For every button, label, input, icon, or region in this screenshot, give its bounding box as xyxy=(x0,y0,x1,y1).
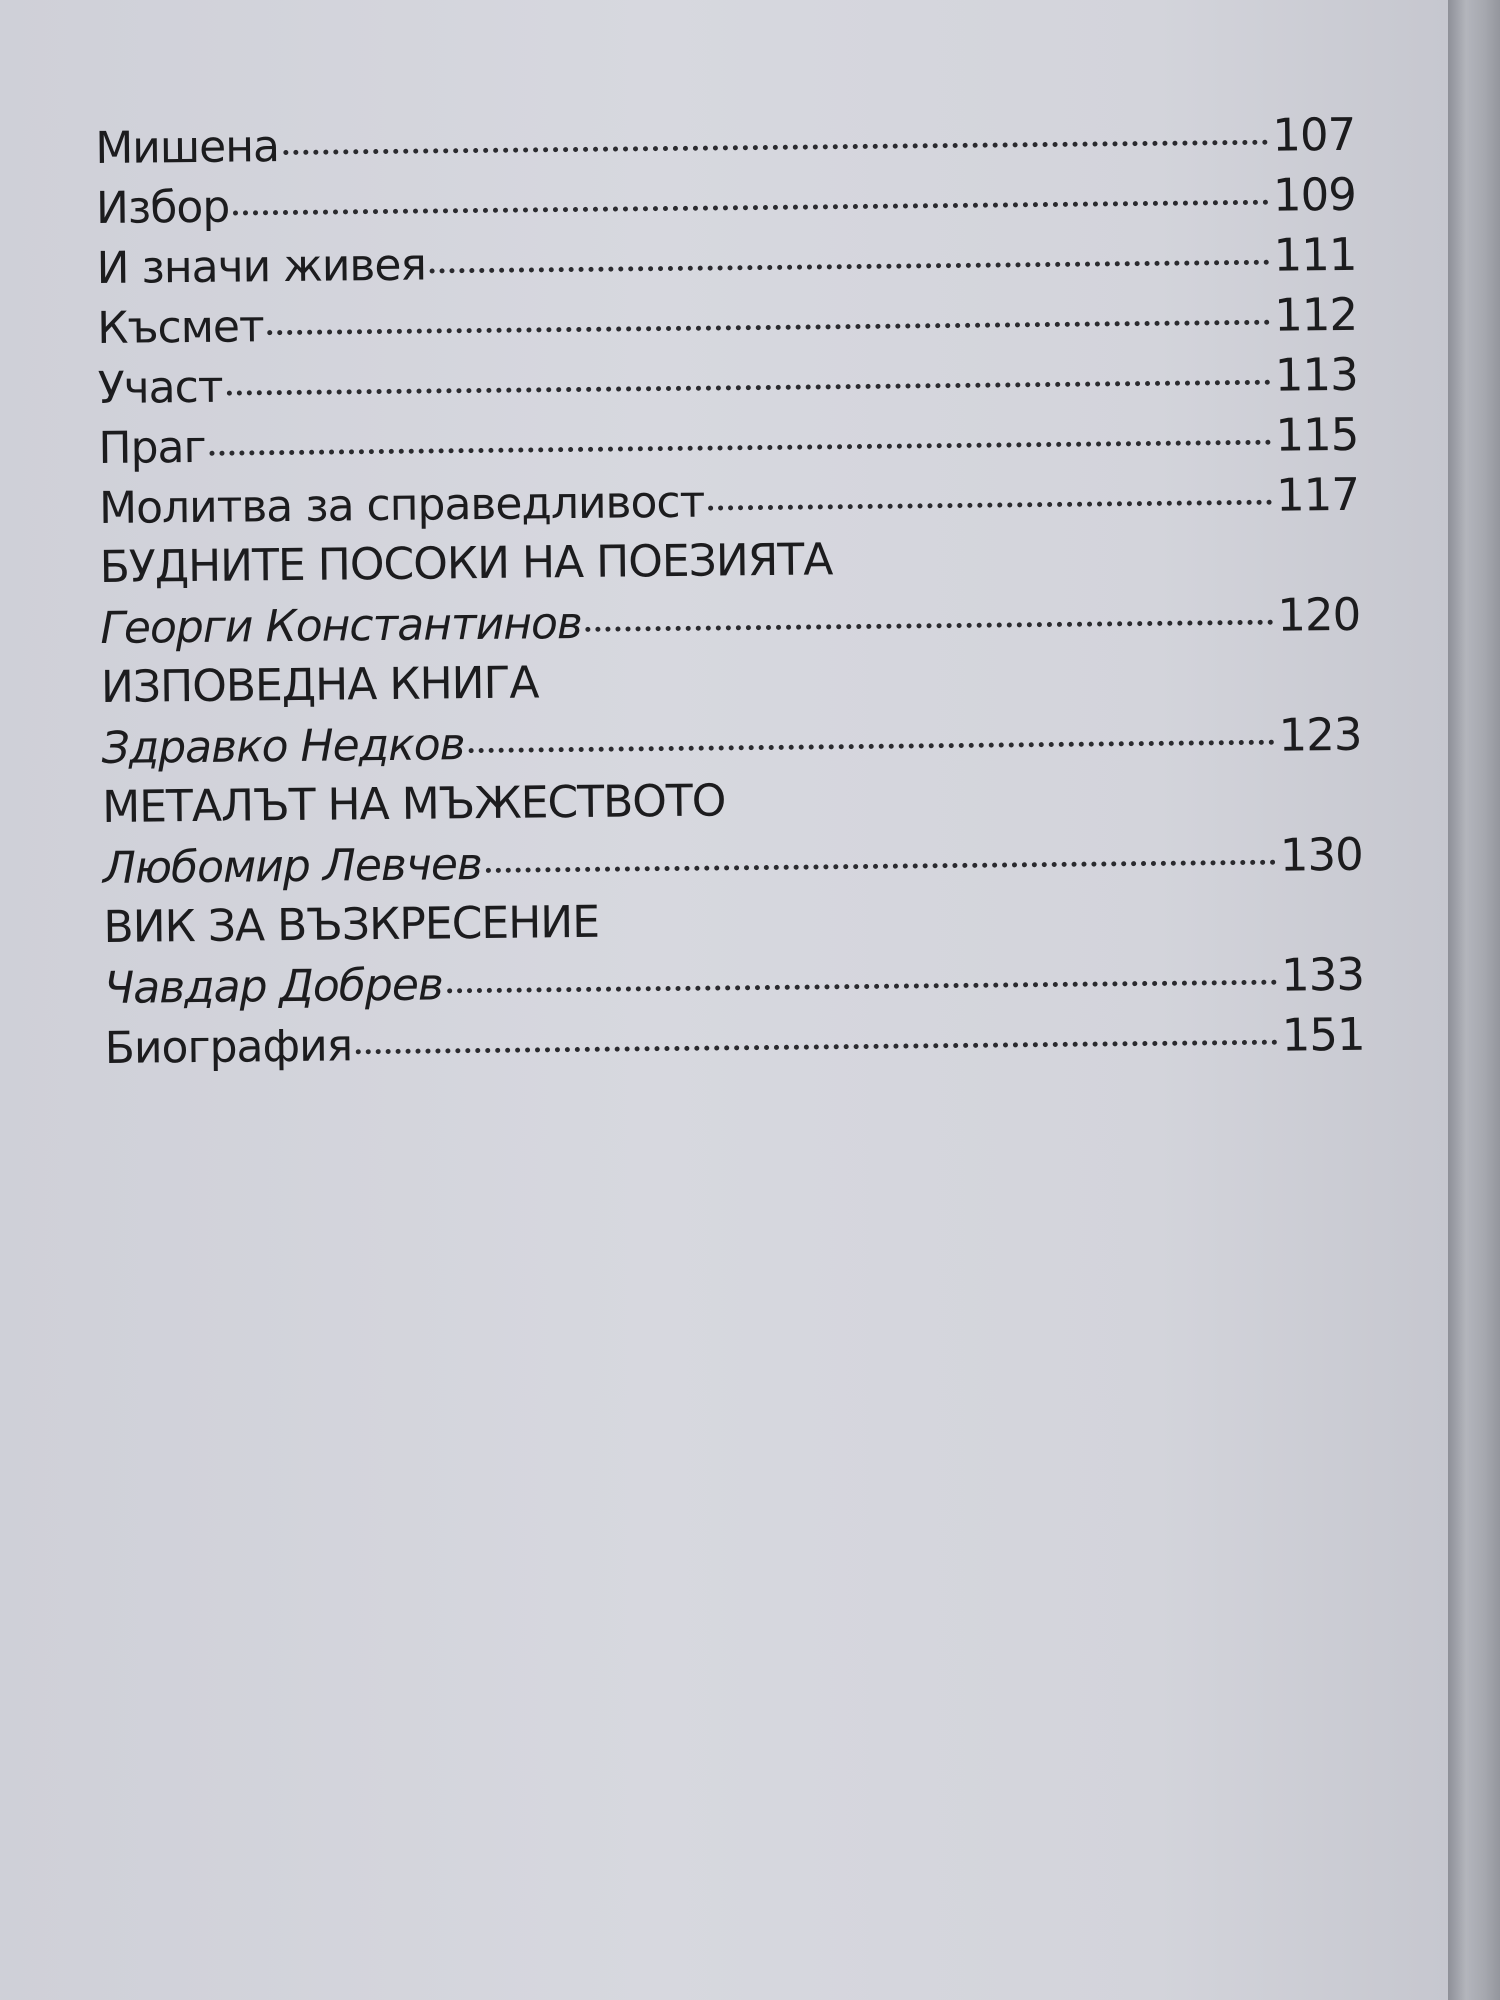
toc-entry-page: 111 xyxy=(1273,227,1357,282)
toc-entry-title: И значи живея xyxy=(96,239,427,294)
toc-entry-page: 133 xyxy=(1280,947,1365,1002)
toc-entry-title: Избор xyxy=(95,181,230,234)
toc-entry-page: 112 xyxy=(1273,287,1358,342)
toc-entry-page: 117 xyxy=(1275,467,1360,522)
toc-entry-title: Праг xyxy=(98,421,206,474)
toc-entry-title: Мишена xyxy=(95,121,280,174)
page-edge-shadow xyxy=(1448,0,1500,2000)
dot-leader xyxy=(268,320,1271,335)
toc-entry-title: Късмет xyxy=(96,301,264,354)
toc-entry-page: 120 xyxy=(1277,587,1361,642)
dot-leader xyxy=(486,860,1276,873)
toc-entry-page: 107 xyxy=(1272,107,1356,162)
toc-entry-page: 151 xyxy=(1281,1007,1365,1062)
toc-entry-page: 123 xyxy=(1278,707,1362,762)
dot-leader xyxy=(283,140,1268,155)
section-heading: ВИК ЗА ВЪЗКРЕСЕНИЕ xyxy=(103,896,600,953)
dot-leader xyxy=(447,980,1277,994)
dot-leader xyxy=(210,440,1272,456)
toc-entry-page: 113 xyxy=(1274,347,1359,402)
toc-entry-title: Биография xyxy=(104,1020,353,1074)
dot-leader xyxy=(708,500,1272,511)
toc-entry-title: Участ xyxy=(97,361,223,414)
dot-leader xyxy=(469,740,1275,753)
toc-entry-page: 109 xyxy=(1272,167,1357,222)
toc-entry-author-name: Здравко Недков xyxy=(101,719,465,774)
toc-entry-title: Молитва за справедливост xyxy=(98,476,705,534)
table-of-contents xyxy=(95,105,1365,1078)
toc-entry-author-name: Любомир Левчев xyxy=(102,838,483,894)
toc-entry-page: 130 xyxy=(1279,827,1364,882)
dot-leader xyxy=(586,620,1274,632)
section-heading: БУДНИТЕ ПОСОКИ НА ПОЕЗИЯТА xyxy=(99,534,833,593)
dot-leader xyxy=(226,380,1270,396)
dot-leader xyxy=(233,200,1269,216)
dot-leader xyxy=(430,260,1270,274)
toc-entry-author-name: Георги Константинов xyxy=(100,597,583,654)
section-heading: ИЗПОВЕДНА КНИГА xyxy=(100,657,539,713)
toc-entry-author-name: Чавдар Добрев xyxy=(103,959,444,1014)
toc-entry-page: 115 xyxy=(1275,407,1359,462)
section-heading: МЕТАЛЪТ НА МЪЖЕСТВОТО xyxy=(101,775,726,833)
dot-leader xyxy=(356,1040,1278,1055)
